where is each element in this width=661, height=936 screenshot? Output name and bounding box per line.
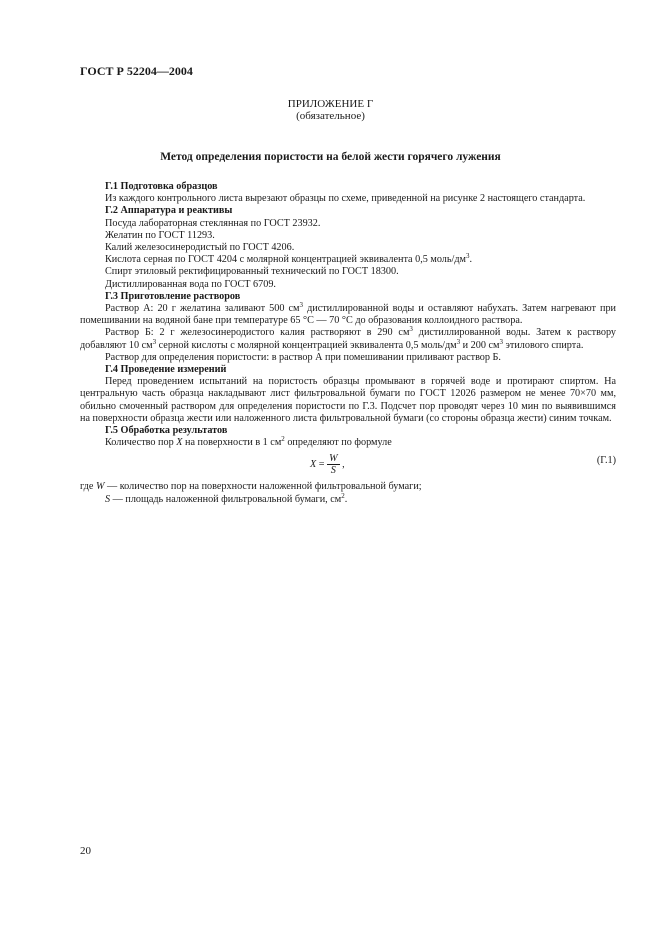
list-item-text: Кислота серная по ГОСТ 4204 с молярной концентрацией эквивалента 0,5 моль/дм (105, 254, 466, 266)
text-run: определяют по формуле (284, 437, 392, 449)
solution-b-paragraph (80, 327, 616, 351)
method-title: Метод определения пористости на белой жести горячего лужения (160, 151, 501, 163)
formula-lhs: X (310, 459, 317, 471)
standard-code: ГОСТ Р 52204—2004 (80, 64, 193, 78)
formula-intro (80, 437, 616, 449)
text-run: Раствор Б: 2 г железосинеродистого калия растворяют в 290 см (105, 327, 410, 339)
list-item: Желатин по ГОСТ 11293. (105, 229, 215, 241)
list-item: Посуда лабораторная стеклянная по ГОСТ 23932. (105, 217, 321, 229)
text-run: на поверхности в 1 см (182, 437, 282, 449)
formula-equals: = (316, 459, 328, 471)
solution-a-paragraph (80, 303, 616, 327)
where-w (80, 481, 616, 493)
text-run: — площадь наложенной фильтровальной бумаги, см (110, 493, 342, 505)
section-heading-g2: Г.2 Аппаратура и реактивы (105, 205, 233, 217)
where-s (80, 491, 616, 506)
formula-denominator: S (330, 465, 336, 477)
punctuation: . (344, 493, 348, 505)
superscript: 3 (299, 301, 303, 310)
formula-fraction (327, 453, 340, 476)
section-text-g1: Из каждого контрольного листа вырезают образцы по схеме, приведенной на рисунке 2 настоящего стандарта. (105, 193, 586, 205)
list-item (80, 254, 616, 266)
list-item: Дистиллированная вода по ГОСТ 6709. (105, 278, 276, 290)
superscript: 3 (465, 252, 470, 261)
superscript: 3 (499, 337, 503, 346)
list-item: Калий железосинеродистый по ГОСТ 4206. (105, 242, 295, 254)
text-run: дистиллированной воды. Затем к раствору добавляют 10 см (80, 327, 616, 351)
section-heading-g3: Г.3 Приготовление растворов (105, 290, 241, 302)
formula-trail: , (339, 459, 345, 471)
section-heading-g5: Г.5 Обработка результатов (105, 425, 228, 437)
formula-row (80, 449, 616, 481)
text-run: дистиллированной воды и оставляют набухать. Затем нагревают при помешивании на водяной бане при температуре 65 °С — 70 °С до образования коллоидного раствора. (80, 303, 616, 327)
text-run: где (80, 481, 96, 493)
variable-s: S (105, 493, 111, 505)
page-number: 20 (80, 845, 91, 857)
section-heading-g4: Г.4 Проведение измерений (105, 364, 227, 376)
punctuation: . (469, 254, 473, 266)
text-run: серной кислоты с молярной концентрацией эквивалента 0,5 моль/дм (156, 339, 457, 351)
variable-x: X (176, 437, 183, 449)
text-run: — количество пор на поверхности наложенной фильтровальной бумаги; (104, 481, 422, 493)
list-item: Спирт этиловый ректифицированный технический по ГОСТ 18300. (105, 266, 399, 278)
section-heading-g1: Г.1 Подготовка образцов (105, 181, 218, 192)
superscript: 3 (152, 337, 157, 346)
appendix-status: (обязательное) (296, 110, 365, 122)
text-run: этилового спирта. (502, 339, 584, 351)
superscript: 3 (409, 325, 413, 334)
formula-numerator: W (329, 453, 338, 465)
superscript: 3 (456, 337, 461, 346)
text-run: Раствор А: 20 г желатина заливают 500 см (105, 303, 300, 315)
formula (310, 453, 345, 476)
variable-w: W (95, 481, 105, 493)
formula-number: (Г.1) (596, 455, 616, 467)
superscript: 2 (281, 435, 285, 444)
text-run: и 200 см (460, 339, 500, 351)
porosity-solution-paragraph: Раствор для определения пористости: в раствор А при помешивании приливают раствор Б. (105, 351, 501, 363)
text-run: Количество пор (105, 437, 177, 449)
section-text-g4: Перед проведением испытаний на пористость образцы промывают в горячей воде и протирают спиртом. На центральную часть образца накладывают лист фильтровальной бумаги по ГОСТ 12026 размером не менее 70×70 мм, обильно смоченный раствором для определения пористости по Г.3. Подсчет пор проводят через 10 мин по выявившимся на поверхности образца жести или наложенного листа фильтровальной бумаги (со стороны образца жести) синим точкам. (80, 376, 616, 424)
superscript: 2 (341, 491, 345, 500)
document-body (80, 181, 616, 506)
appendix-title: ПРИЛОЖЕНИЕ Г (287, 98, 374, 110)
